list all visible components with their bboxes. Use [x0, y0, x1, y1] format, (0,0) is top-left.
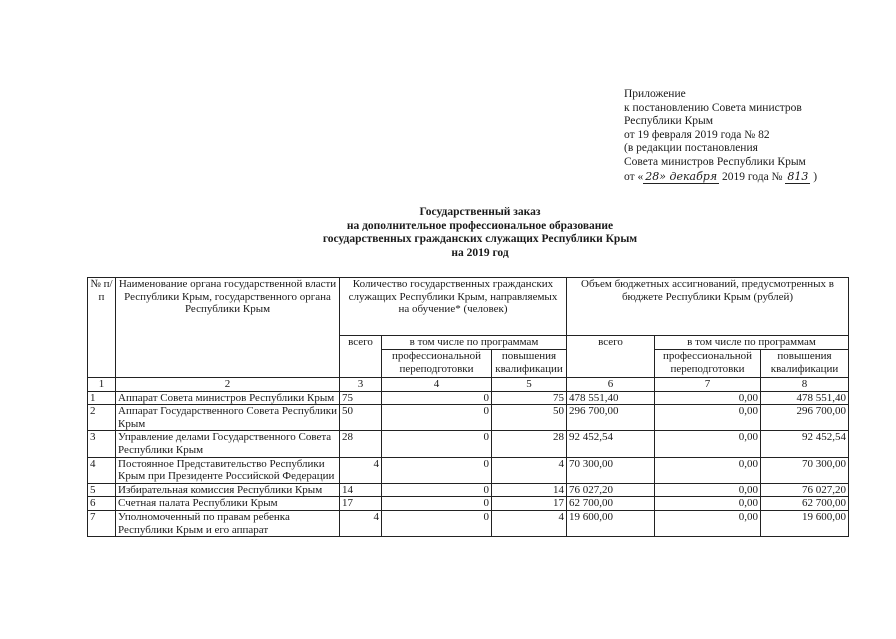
row-org: Постоянное Представительство Республики Крым при Президенте Российской Федерации — [116, 457, 340, 483]
row-b-prof: 0,00 — [655, 457, 761, 483]
appendix-line: (в редакции постановления — [624, 142, 758, 155]
row-b-prof: 0,00 — [655, 483, 761, 497]
col-number: 4 — [382, 378, 492, 392]
appendix-block — [624, 88, 817, 184]
table-row — [88, 483, 849, 497]
table-row — [88, 391, 849, 405]
table-row — [88, 497, 849, 511]
date-suffix: ) — [810, 170, 818, 183]
row-b-total: 19 600,00 — [567, 510, 655, 536]
row-org: Счетная палата Республики Крым — [116, 497, 340, 511]
row-q-total: 28 — [340, 431, 382, 457]
handwritten-date: 28» декабря — [645, 169, 718, 183]
row-num: 7 — [88, 510, 116, 536]
order-table — [87, 277, 849, 537]
title-line: на дополнительное профессиональное образование — [346, 219, 614, 232]
row-b-qual: 296 700,00 — [761, 405, 849, 431]
row-q-qual: 17 — [492, 497, 567, 511]
col-number: 2 — [116, 378, 340, 392]
row-q-prof: 0 — [382, 405, 492, 431]
col-number: 7 — [655, 378, 761, 392]
row-q-prof: 0 — [382, 391, 492, 405]
row-q-qual: 14 — [492, 483, 567, 497]
row-q-qual: 4 — [492, 457, 567, 483]
appendix-line: Республики Крым — [624, 115, 713, 128]
col-number: 3 — [340, 378, 382, 392]
date-mid: 2019 года № — [719, 170, 786, 183]
header-budget-total: всего — [567, 336, 655, 378]
header-budget-prof: профессиональной переподготовки — [655, 350, 761, 378]
table-row — [88, 405, 849, 431]
row-q-qual: 50 — [492, 405, 567, 431]
appendix-line: от 19 февраля 2019 года № 82 — [624, 128, 770, 141]
row-q-total: 4 — [340, 457, 382, 483]
table-row — [88, 510, 849, 536]
row-org: Аппарат Совета министров Республики Крым — [116, 391, 340, 405]
header-qty-incl: в том числе по программам — [382, 336, 567, 350]
col-number: 8 — [761, 378, 849, 392]
row-q-total: 4 — [340, 510, 382, 536]
row-b-total: 70 300,00 — [567, 457, 655, 483]
row-q-prof: 0 — [382, 510, 492, 536]
row-num: 2 — [88, 405, 116, 431]
row-org: Избирательная комиссия Республики Крым — [116, 483, 340, 497]
row-b-qual: 478 551,40 — [761, 391, 849, 405]
date-prefix: от « — [624, 170, 644, 183]
appendix-date-line — [624, 170, 817, 185]
header-qty-qual: повышения квалификации — [492, 350, 567, 378]
row-org: Аппарат Государственного Совета Республики Крым — [116, 405, 340, 431]
row-b-prof: 0,00 — [655, 391, 761, 405]
row-b-total: 92 452,54 — [567, 431, 655, 457]
row-num: 5 — [88, 483, 116, 497]
row-b-qual: 70 300,00 — [761, 457, 849, 483]
header-qty: Количество государственных гражданских служащих Республики Крым, направляемых на обучение* (человек) — [340, 278, 567, 336]
row-q-total: 50 — [340, 405, 382, 431]
table-row — [88, 457, 849, 483]
row-b-total: 76 027,20 — [567, 483, 655, 497]
row-num: 3 — [88, 431, 116, 457]
row-b-qual: 62 700,00 — [761, 497, 849, 511]
row-q-qual: 75 — [492, 391, 567, 405]
appendix-line: к постановлению Совета министров — [624, 101, 802, 114]
row-q-total: 17 — [340, 497, 382, 511]
row-num: 4 — [88, 457, 116, 483]
appendix-line: Совета министров Республики Крым — [624, 155, 806, 168]
row-q-total: 75 — [340, 391, 382, 405]
row-b-total: 62 700,00 — [567, 497, 655, 511]
title-line: Государственный заказ — [419, 206, 541, 218]
header-org: Наименование органа государственной власти Республики Крым, государственного органа Республики Крым — [116, 278, 340, 378]
row-b-qual: 92 452,54 — [761, 431, 849, 457]
row-b-qual: 19 600,00 — [761, 510, 849, 536]
row-b-prof: 0,00 — [655, 497, 761, 511]
col-number: 1 — [88, 378, 116, 392]
row-b-total: 478 551,40 — [567, 391, 655, 405]
header-qty-prof: профессиональной переподготовки — [382, 350, 492, 378]
row-q-prof: 0 — [382, 483, 492, 497]
row-q-qual: 28 — [492, 431, 567, 457]
title-line: на 2019 год — [451, 246, 509, 259]
header-num: № п/п — [88, 278, 116, 378]
row-org: Уполномоченный по правам ребенка Республики Крым и его аппарат — [116, 510, 340, 536]
row-b-total: 296 700,00 — [567, 405, 655, 431]
row-q-prof: 0 — [382, 431, 492, 457]
row-b-prof: 0,00 — [655, 510, 761, 536]
col-number: 6 — [567, 378, 655, 392]
row-num: 6 — [88, 497, 116, 511]
appendix-line: Приложение — [624, 88, 686, 100]
col-number: 5 — [492, 378, 567, 392]
header-budget-incl: в том числе по программам — [655, 336, 849, 350]
row-q-prof: 0 — [382, 497, 492, 511]
document-title — [200, 206, 760, 260]
header-budget: Объем бюджетных ассигнований, предусмотренных в бюджете Республики Крым (рублей) — [567, 278, 849, 336]
row-q-total: 14 — [340, 483, 382, 497]
header-qty-total: всего — [340, 336, 382, 378]
handwritten-number: 813 — [787, 169, 809, 183]
title-line: государственных гражданских служащих Республики Крым — [322, 233, 638, 246]
row-num: 1 — [88, 391, 116, 405]
row-b-prof: 0,00 — [655, 431, 761, 457]
table-row — [88, 431, 849, 457]
row-org: Управление делами Государственного Совета Республики Крым — [116, 431, 340, 457]
row-q-prof: 0 — [382, 457, 492, 483]
row-b-prof: 0,00 — [655, 405, 761, 431]
row-q-qual: 4 — [492, 510, 567, 536]
row-b-qual: 76 027,20 — [761, 483, 849, 497]
header-budget-qual: повышения квалификации — [761, 350, 849, 378]
